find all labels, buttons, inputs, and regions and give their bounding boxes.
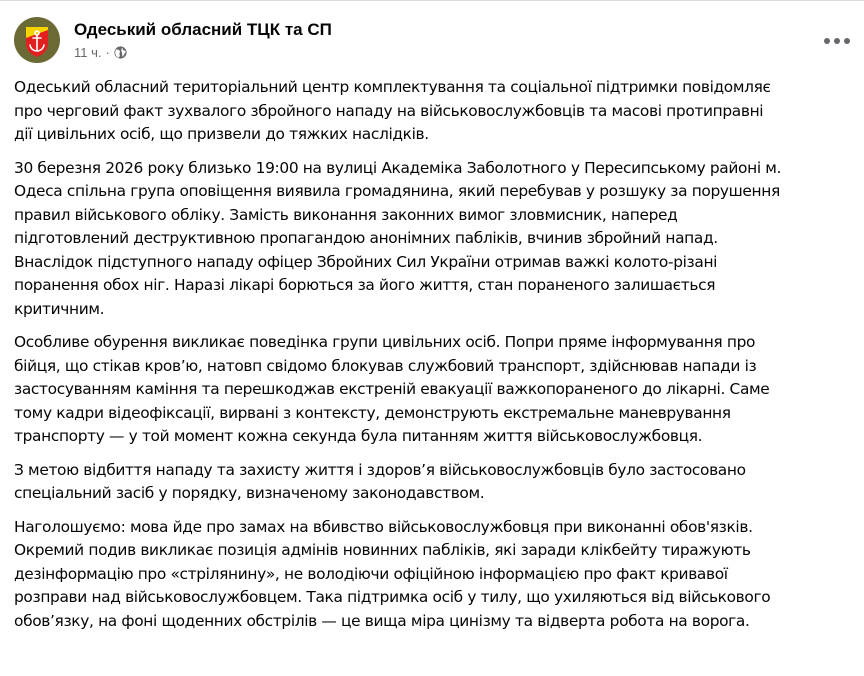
text-line: транспорту — у той момент кожна секунда була питанням життя військовослужбовця.: [14, 427, 703, 445]
paragraph-incident: [14, 157, 862, 322]
paragraph-intro: [14, 76, 862, 147]
text-line: Внаслідок підступного нападу офіцер Збройних Сил України отримав важкі колото-різані: [14, 252, 718, 271]
text-line: З метою відбиття нападу та захисту життя і здоров’я військовослужбовців було застосовано: [14, 460, 746, 479]
post-timestamp[interactable]: 11 ч.: [74, 45, 102, 60]
text-line: підготовлений деструктивною пропагандою анонімних пабліків, вчинив збройний напад.: [14, 229, 718, 247]
shield-anchor-icon: [14, 17, 60, 63]
text-line: поранення обох ніг. Наразі лікарі борються за його життя, стан пораненого залишається: [14, 276, 716, 294]
text-line: спеціальний засіб у порядку, визначеному законодавством.: [14, 484, 485, 502]
avatar[interactable]: [14, 17, 60, 63]
text-line: Одеса спільна група оповіщення виявила громадянина, який перебував у розшуку за порушення: [14, 182, 780, 200]
text-line: Особливе обурення викликає поведінка групи цивільних осіб. Попри пряме інформування про: [14, 333, 756, 351]
text-line: Одеський обласний територіальний центр комплектування та соціальної підтримки повідомляє: [14, 78, 771, 96]
more-dot-icon: [844, 38, 850, 44]
author-name[interactable]: Одеський обласний ТЦК та СП: [74, 20, 332, 39]
text-line: розправи над військовослужбовцем. Така підтримка осіб у тилу, що ухиляються від військового: [14, 588, 771, 606]
post-text: [14, 76, 862, 643]
post-header: [14, 17, 864, 67]
meta-separator: ·: [105, 45, 110, 60]
paragraph-response: [14, 459, 862, 506]
more-options-button[interactable]: [824, 31, 850, 51]
top-divider: [0, 0, 864, 1]
post-meta: [74, 45, 127, 60]
text-line: Наголошуємо: мова йде про замах на вбивство військовослужбовця при виконанні обов'язків.: [14, 517, 753, 536]
text-line: тому кадри відеофіксації, вирвані з контексту, демонструють екстремальне маневрування: [14, 403, 731, 422]
globe-icon[interactable]: [114, 46, 127, 59]
paragraph-civilians: [14, 331, 862, 449]
text-line: дії цивільних осіб, що призвели до тяжких наслідків.: [14, 125, 429, 143]
text-line: 30 березня 2026 року близько 19:00 на вулиці Академіка Заболотного у Пересипському районі м.: [14, 158, 782, 177]
paragraph-emphasis: [14, 516, 862, 634]
text-line: обов’язку, на фоні щоденних обстрілів — це вища міра цинізму та відверта робота на ворога.: [14, 611, 750, 630]
text-line: правил військового обліку. Замість виконання законних вимог зловмисник, наперед: [14, 205, 678, 224]
text-line: критичним.: [14, 299, 105, 318]
text-line: дезінформацію про «стрілянину», не володіючи офіційною інформацією про факт кривавої: [14, 564, 728, 583]
more-dot-icon: [834, 38, 840, 44]
text-line: про черговий факт зухвалого збройного нападу на військовослужбовців та масові протиправні: [14, 101, 764, 120]
text-line: бійця, що стікав кров’ю, натовп свідомо блокував службовий транспорт, здійснював напади із: [14, 356, 757, 375]
text-line: застосуванням каміння та перешкоджав екстреній евакуації важкопораненого до лікарні. Саме: [14, 380, 770, 398]
text-line: Окремий подив викликає позиція адмінів новинних пабліків, які заради клікбейту тиражують: [14, 541, 751, 559]
more-dot-icon: [824, 38, 830, 44]
